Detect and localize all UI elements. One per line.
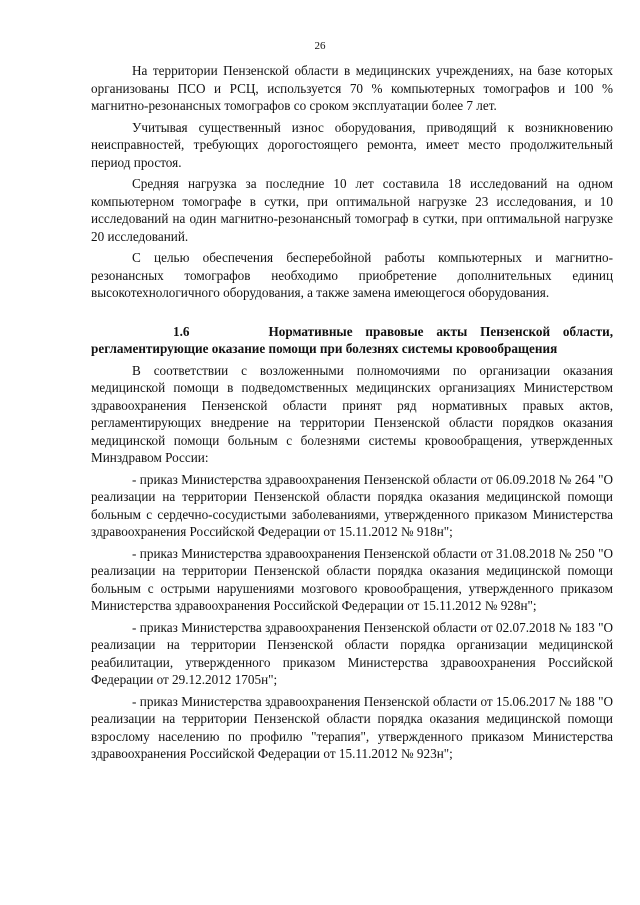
order-item: - приказ Министерства здравоохранения Пензенской области от 02.07.2018 № 183 "О реализации на территории Пензенской области порядка организации медицинской реабилитации, утвержденного приказом Министерства здравоохранения Российской Федерации от 29.12.2012 1705н"; [91, 619, 613, 687]
paragraph: На территории Пензенской области в медицинских учреждениях, на базе которых организованы ПСО и РСЦ, используется 70 % компьютерных томографов и 100 % магнитно-резонансных томографов со сроком эксплуатации более 7 лет. [91, 63, 613, 113]
intro-paragraph: В соответствии с возложенными полномочиями по организации оказания медицинской помощи в подведомственных медицинских организациях Министерством здравоохранения Пензенской области принят ряд нормативных правых актов, регламентирующих внедрение на территории Пензенской области порядков оказания медицинской помощи больным с болезнями системы кровообращения, утвержденных Минздравом России: [91, 362, 613, 465]
paragraph: С целью обеспечения бесперебойной работы компьютерных и магнитно-резонансных томографов необходимо приобретение дополнительных единиц высокотехнологичного оборудования, а также замена имеющегося оборудования. [91, 250, 613, 300]
section-heading [91, 323, 613, 358]
paragraph: Учитывая существенный износ оборудования, приводящий к возникновению неисправностей, требующих дорогостоящего ремонта, имеет место продолжительный период простоя. [91, 119, 613, 170]
order-item: - приказ Министерства здравоохранения Пензенской области от 06.09.2018 № 264 "О реализации на территории Пензенской области порядка оказания медицинской помощи больным с сердечно-сосудистыми заболеваниями, утвержденного приказом Министерства здравоохранения Российской Федерации от 15.11.2012 № 918н"; [91, 471, 613, 539]
order-item: - приказ Министерства здравоохранения Пензенской области от 15.06.2017 № 188 "О реализации на территории Пензенской области порядка оказания медицинской помощи взрослому населению по профилю "терапия", утвержденного приказом Министерства здравоохранения Российской Федерации от 15.11.2012 № 923н"; [91, 693, 613, 761]
page-number: 26 [314, 40, 326, 52]
document-body [91, 62, 613, 763]
paragraph: Средняя нагрузка за последние 10 лет составила 18 исследований на одном компьютерном томографе в сутки, при оптимальной нагрузке 23 исследования, и 10 исследований на один магнитно-резонансный томограф в сутки, при оптимальной нагрузке 20 исследований. [91, 176, 613, 244]
order-item: - приказ Министерства здравоохранения Пензенской области от 31.08.2018 № 250 "О реализации на территории Пензенской области порядка оказания медицинской помощи больным с острыми нарушениями мозгового кровообращения, утвержденного приказом Министерства здравоохранения Российской Федерации от 15.11.2012 № 928н"; [91, 545, 613, 613]
section-title: Нормативные правовые акты Пензенской области, регламентирующие оказание помощи при болезнях системы кровообращения [91, 323, 613, 356]
section-number: 1.6 [173, 323, 190, 339]
